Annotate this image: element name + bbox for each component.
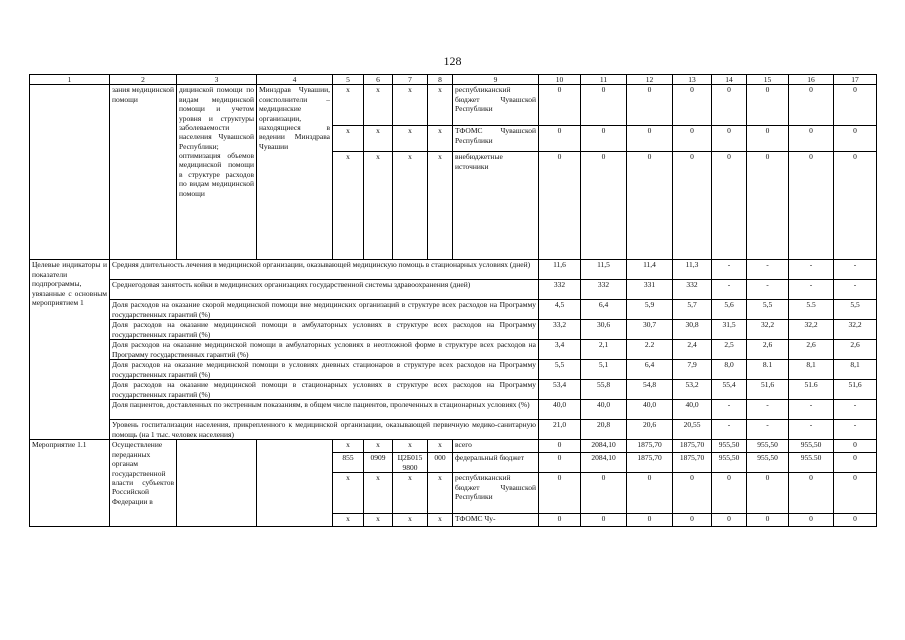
cell-value: 1875,70 <box>673 453 712 473</box>
cell-value: 11,4 <box>627 260 673 280</box>
cell-value: 5,5 <box>834 300 877 320</box>
cell-value: - <box>747 260 789 280</box>
cell-value: 8,1 <box>834 360 877 380</box>
cell-code: x <box>428 85 453 126</box>
cell-value: 30,8 <box>673 320 712 340</box>
cell-value: 0 <box>581 152 627 260</box>
cell-value: 1875,70 <box>627 440 673 453</box>
header-cell: 5 <box>333 75 364 85</box>
cell-code: x <box>393 440 428 453</box>
indicator-text: Среднегодовая занятость койки в медицинских организациях государственной системы здравоохранения (дней) <box>110 280 539 300</box>
cell-value: 5.5 <box>789 300 834 320</box>
cell-source: внебюджетные источники <box>453 152 539 260</box>
cell-value: 0 <box>673 85 712 126</box>
header-cell: 15 <box>747 75 789 85</box>
cell-source: федеральный бюджет <box>453 453 539 473</box>
cell-value: - <box>834 280 877 300</box>
cell-code: x <box>393 473 428 514</box>
cell-value: 0 <box>581 514 627 527</box>
cell-value: 0 <box>789 126 834 152</box>
cell-code: x <box>364 440 393 453</box>
cell-value: 955.50 <box>789 453 834 473</box>
cell-value: 0 <box>539 85 581 126</box>
cell-value: 0 <box>673 126 712 152</box>
cell-text: Осуществление переданных органам государственной власти субъектов Российской Федерации в <box>110 440 177 527</box>
cell-value: 0 <box>627 85 673 126</box>
cell-value: 0 <box>539 126 581 152</box>
indicator-row <box>30 380 877 400</box>
cell-value: - <box>747 400 789 420</box>
header-cell: 12 <box>627 75 673 85</box>
indicator-text: Доля расходов на оказание медицинской помощи в стационарных условиях в структуре всех расходов на Программу государственных гарантий (%) <box>110 380 539 400</box>
cell-empty <box>177 440 257 527</box>
cell-code: x <box>364 152 393 260</box>
cell-value: 0 <box>712 85 747 126</box>
cell-value: 0 <box>712 473 747 514</box>
indicators-label: Целевые индикаторы и показатели подпрограммы, увязанные с основным мероприятием 1 <box>30 260 110 440</box>
cell-value: 32,2 <box>747 320 789 340</box>
cell-value: 1875,70 <box>673 440 712 453</box>
indicator-text: Доля пациентов, доставленных по экстренным показаниям, в общем числе пациентов, пролеченных в стационарных условиях (%) <box>110 400 539 420</box>
header-cell: 3 <box>177 75 257 85</box>
cell-value: 20,6 <box>627 420 673 440</box>
cell-value: 2,6 <box>789 340 834 360</box>
cell-source: ТФОМС Чувашской Республики <box>453 126 539 152</box>
cell-value: 32,2 <box>834 320 877 340</box>
indicator-row <box>30 320 877 340</box>
cell-value: 0 <box>789 85 834 126</box>
cell-value: 0 <box>539 453 581 473</box>
cell-value: 0 <box>747 126 789 152</box>
cell-value: 51,6 <box>747 380 789 400</box>
cell-value: 955,50 <box>712 453 747 473</box>
cell-value: - <box>834 400 877 420</box>
cell-value: 55,4 <box>712 380 747 400</box>
cell-code: x <box>333 152 364 260</box>
cell-value: - <box>834 260 877 280</box>
cell-value: 0 <box>673 152 712 260</box>
cell-code: x <box>364 85 393 126</box>
cell-value: - <box>789 260 834 280</box>
cell-value: 0 <box>747 473 789 514</box>
cell-value: 11,6 <box>539 260 581 280</box>
header-cell: 7 <box>393 75 428 85</box>
cell-value: - <box>834 420 877 440</box>
page-number: 128 <box>443 54 462 68</box>
cell-value: 0 <box>627 126 673 152</box>
cell-value: 955,50 <box>712 440 747 453</box>
cell-code: x <box>333 126 364 152</box>
cell-value: - <box>712 420 747 440</box>
cell-value: 0 <box>581 126 627 152</box>
cell-value: 0 <box>539 152 581 260</box>
header-row <box>30 75 877 85</box>
header-cell: 11 <box>581 75 627 85</box>
cell-value: 51.6 <box>789 380 834 400</box>
cell-value: 0 <box>789 514 834 527</box>
cell-value: 0 <box>627 152 673 260</box>
cell-value: 7,9 <box>673 360 712 380</box>
cell-value: 5,5 <box>539 360 581 380</box>
cell-value: 33,2 <box>539 320 581 340</box>
cell-value: 0 <box>673 473 712 514</box>
cell-value: 0 <box>834 514 877 527</box>
cell-value: 8,1 <box>789 360 834 380</box>
header-cell: 4 <box>257 75 333 85</box>
cell-code: x <box>428 152 453 260</box>
cell-value: 40,0 <box>581 400 627 420</box>
indicator-text: Доля расходов на оказание медицинской помощи в условиях дневных стационаров в структуре всех расходов на Программу государственных гарантий (%) <box>110 360 539 380</box>
indicator-text: Доля расходов на оказание скорой медицинской помощи вне медицинских организаций в структуре всех расходов на Программу государственных гарантий (%) <box>110 300 539 320</box>
cell-value: 0 <box>581 85 627 126</box>
cell-code: 000 <box>428 453 453 473</box>
cell-value: 40,0 <box>539 400 581 420</box>
cell-value: 30,6 <box>581 320 627 340</box>
cell-code: x <box>393 85 428 126</box>
cell-value: 2,5 <box>712 340 747 360</box>
cell-value: 1875,70 <box>627 453 673 473</box>
cell-code: 0909 <box>364 453 393 473</box>
cell-value: 0 <box>834 152 877 260</box>
cell-value: 0 <box>673 514 712 527</box>
cell-code: x <box>428 440 453 453</box>
indicator-row <box>30 280 877 300</box>
cell-code: x <box>393 514 428 527</box>
cell-code: x <box>333 440 364 453</box>
header-cell: 14 <box>712 75 747 85</box>
cell-value: 0 <box>747 85 789 126</box>
cell-code: x <box>333 85 364 126</box>
cell-value: 955,50 <box>747 453 789 473</box>
cell-code: x <box>428 473 453 514</box>
cell-text: Минздрав Чувашии, соисполнители – медицинские организации, находящиеся в ведении Минздрава Чувашии <box>257 85 333 260</box>
cell-value: 0 <box>834 85 877 126</box>
cell-value: 2,4 <box>673 340 712 360</box>
indicator-text: Доля расходов на оказание медицинской помощи в амбулаторных условиях в неотложной форме в структуре всех расходов на Программу государственных гарантий (%) <box>110 340 539 360</box>
cell-value: 54,8 <box>627 380 673 400</box>
header-cell: 17 <box>834 75 877 85</box>
cell-value: 5,6 <box>712 300 747 320</box>
indicator-row <box>30 300 877 320</box>
indicator-row <box>30 260 877 280</box>
cell-value: 332 <box>673 280 712 300</box>
header-cell: 10 <box>539 75 581 85</box>
cell-code: 855 <box>333 453 364 473</box>
cell-value: - <box>712 260 747 280</box>
cell-value: 0 <box>627 514 673 527</box>
cell-value: 55,8 <box>581 380 627 400</box>
cell-code: x <box>364 473 393 514</box>
cell-value: 31,5 <box>712 320 747 340</box>
cell-value: 40,0 <box>673 400 712 420</box>
cell-code: x <box>393 152 428 260</box>
cell-value: 2,6 <box>747 340 789 360</box>
cell-value: 3,4 <box>539 340 581 360</box>
cell-code: x <box>428 514 453 527</box>
cell-code: x <box>333 514 364 527</box>
cell-value: 2,6 <box>834 340 877 360</box>
cell-value: 2,1 <box>581 340 627 360</box>
cell-text: зания медицинской помощи <box>110 85 177 260</box>
cell-value: 2084,10 <box>581 453 627 473</box>
cell-code: x <box>333 473 364 514</box>
cell-value: 0 <box>712 152 747 260</box>
cell-value: - <box>789 280 834 300</box>
cell-value: 0 <box>789 473 834 514</box>
cell-value: 30,7 <box>627 320 673 340</box>
cell-value: 0 <box>712 126 747 152</box>
cell-text: дицинской помощи по видам медицинской помощи и учетом уровня и структуры заболеваемости населения Чувашской Республики; оптимизация объемов медицинской помощи в структуре расходов по видам медицинской помощи <box>177 85 257 260</box>
cell-value: 0 <box>539 514 581 527</box>
indicator-row <box>30 340 877 360</box>
cell-value: 0 <box>539 440 581 453</box>
cell-code: x <box>364 514 393 527</box>
cell-code: x <box>428 126 453 152</box>
cell-value: 20,55 <box>673 420 712 440</box>
cell-value: 332 <box>581 280 627 300</box>
cell-value: 51,6 <box>834 380 877 400</box>
cell-code: x <box>393 126 428 152</box>
cell-value: 53,2 <box>673 380 712 400</box>
cell-value: - <box>747 280 789 300</box>
cell-value: 2.2 <box>627 340 673 360</box>
cell-value: 20,8 <box>581 420 627 440</box>
indicator-text: Уровень госпитализации населения, прикрепленного к медицинской организации, оказывающей первичную медико-санитарную помощь (на 1 тыс. человек населения) <box>110 420 539 440</box>
cell-value: 5,7 <box>673 300 712 320</box>
cell-value: 0 <box>834 453 877 473</box>
cell-empty <box>257 440 333 527</box>
cell-value: 40,0 <box>627 400 673 420</box>
cell-value: 8.1 <box>747 360 789 380</box>
cell-value: 2084,10 <box>581 440 627 453</box>
cell-value: 11,3 <box>673 260 712 280</box>
header-cell: 2 <box>110 75 177 85</box>
cell-value: - <box>789 400 834 420</box>
cell-value: - <box>747 420 789 440</box>
cell-value: 5,5 <box>747 300 789 320</box>
cell-value: 32,2 <box>789 320 834 340</box>
measure-label: Мероприятие 1.1 <box>30 440 110 527</box>
header-cell: 8 <box>428 75 453 85</box>
cell-value: 0 <box>834 440 877 453</box>
indicator-text: Средняя длительность лечения в медицинской организации, оказывающей медицинскую помощь в стационарных условиях (дней) <box>110 260 539 280</box>
cell-value: 955,50 <box>789 440 834 453</box>
cell-value: 5,9 <box>627 300 673 320</box>
cell-value: - <box>712 400 747 420</box>
cell-value: 11,5 <box>581 260 627 280</box>
cell-value: 955,50 <box>747 440 789 453</box>
cell-code: Ц2Б015 9800 <box>393 453 428 473</box>
cell-value: 21,0 <box>539 420 581 440</box>
cell-value: 0 <box>834 126 877 152</box>
table-row <box>30 85 877 126</box>
indicator-row <box>30 400 877 420</box>
cell-value: 6,4 <box>581 300 627 320</box>
cell-source: ТФОМС Чу- <box>453 514 539 527</box>
indicator-row <box>30 420 877 440</box>
cell-value: 331 <box>627 280 673 300</box>
cell-code: x <box>364 126 393 152</box>
cell-value: 0 <box>581 473 627 514</box>
cell-value: 0 <box>627 473 673 514</box>
header-cell: 1 <box>30 75 110 85</box>
indicator-text: Доля расходов на оказание медицинской помощи в амбулаторных условиях в структуре всех расходов на Программу государственных гарантий (%) <box>110 320 539 340</box>
cell-value: 0 <box>747 152 789 260</box>
cell-value: 0 <box>789 152 834 260</box>
cell-empty <box>30 85 110 260</box>
program-table <box>29 74 877 527</box>
cell-value: 0 <box>712 514 747 527</box>
cell-value: 6,4 <box>627 360 673 380</box>
cell-value: 0 <box>834 473 877 514</box>
cell-value: 4,5 <box>539 300 581 320</box>
header-cell: 13 <box>673 75 712 85</box>
cell-source: республиканский бюджет Чувашской Республики <box>453 473 539 514</box>
cell-source: республиканский бюджет Чувашской Республики <box>453 85 539 126</box>
cell-source: всего <box>453 440 539 453</box>
indicator-row <box>30 360 877 380</box>
header-cell: 6 <box>364 75 393 85</box>
cell-value: 53,4 <box>539 380 581 400</box>
cell-value: - <box>712 280 747 300</box>
cell-value: 5,1 <box>581 360 627 380</box>
cell-value: 0 <box>539 473 581 514</box>
cell-value: - <box>789 420 834 440</box>
cell-value: 332 <box>539 280 581 300</box>
header-cell: 16 <box>789 75 834 85</box>
cell-value: 0 <box>747 514 789 527</box>
header-cell: 9 <box>453 75 539 85</box>
cell-value: 8,0 <box>712 360 747 380</box>
measure-row <box>30 440 877 453</box>
